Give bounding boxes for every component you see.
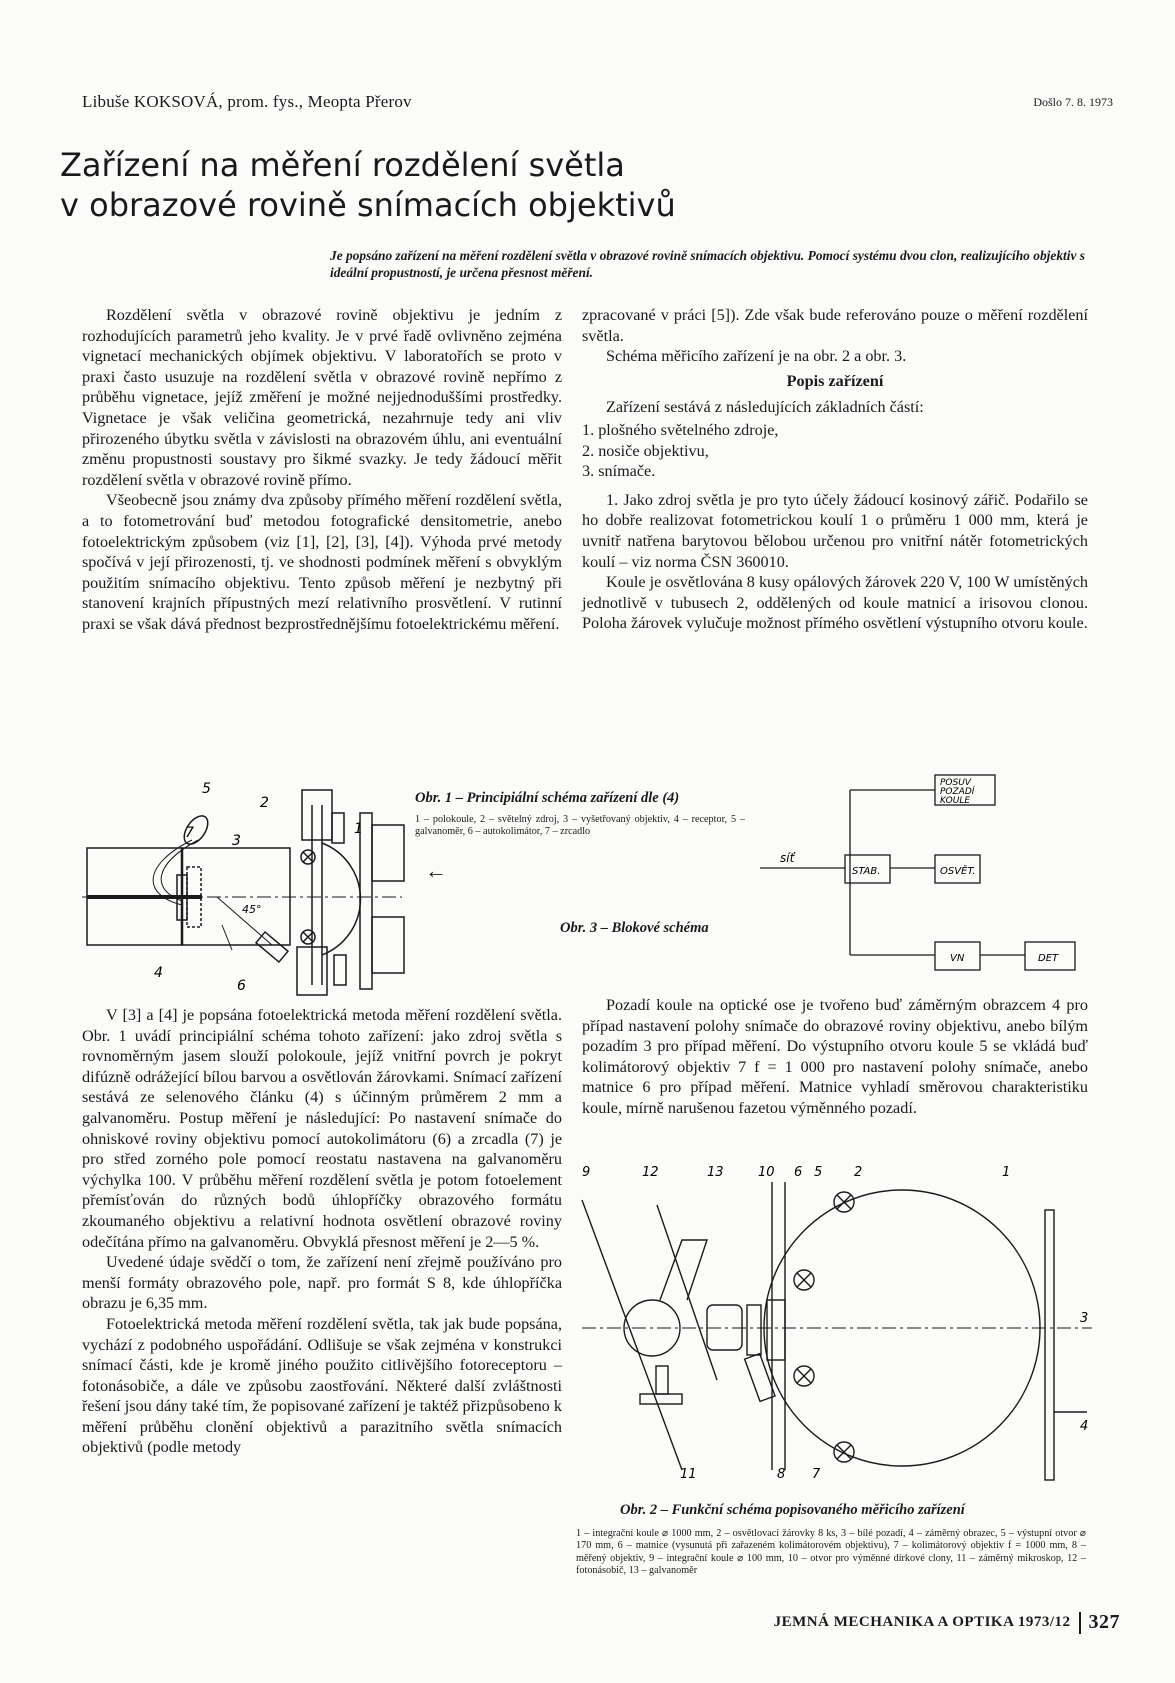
figure-label: 5	[202, 781, 211, 797]
figure-label: 12	[642, 1165, 659, 1180]
article-title	[60, 145, 960, 225]
block-label: VN	[950, 953, 965, 964]
figure-2-caption: Obr. 2 – Funkční schéma popisovaného měřicího zařízení	[620, 1502, 965, 1518]
block-label: síť	[780, 851, 795, 865]
left-column-top	[82, 305, 562, 635]
paragraph: Rozdělení světla v obrazové rovině objektivu je jedním z rozhodujících parametrů jeho kvality. Je v prvé řadě ovlivněno zejména vignetací mechanických objímek objektivu. V laboratořích se proto v praxi často usuzuje na rozdělení světla v obrazové rovině nepřímo z průběhu vignetace, jejíž změření je možné nejjednoduššími prostředky. Vignetace je však veličina geometrická, nezahrnuje tedy ani vliv přirozeného úbytku světla v závislosti na obrazovém úhlu, ani eventuální změnu propustnosti soustavy pro šikmé svazky. Je tedy žádoucí měřit rozdělení světla v obrazové rovině přímo.	[82, 306, 562, 489]
paragraph: Koule je osvětlována 8 kusy opálových žárovek 220 V, 100 W umístěných jednotlivě v tubusech 2, oddělených od koule matnicí a irisovou clonou. Poloha žárovek vylučuje možnost přímého osvětlení výstupního otvoru koule.	[582, 573, 1088, 633]
figure-label: 2	[854, 1165, 863, 1180]
figure-label: 3	[232, 833, 241, 849]
paragraph: Fotoelektrická metoda měření rozdělení světla, tak jak bude popsána, vychází z podobného uspořádání. Odlišuje se však zejména v konstrukci snímací části, kde je kromě jiného použito citlivějšího fotoreceptoru – fotonásobiče, a dále ve způsobu zaostřování. Některé další zvláštnosti řešení jsou dány také tím, že popisované zařízení je taktéž přizpůsobeno k měření průběhu clonění objektivů a parazitního světla snímacích objektivů (podle metody	[82, 1314, 562, 1457]
paragraph: zpracované v práci [5]). Zde však bude referováno pouze o měření rozdělení světla.	[582, 306, 1088, 345]
title-line-2: v obrazové rovině snímacích objektivů	[60, 186, 676, 224]
list-item: 3. snímače.	[582, 462, 656, 481]
figure-label: 6	[794, 1165, 803, 1180]
list-item: 2. nosiče objektivu,	[582, 441, 709, 460]
figure-label: 9	[582, 1165, 591, 1180]
figure-1-diagram	[82, 781, 412, 995]
block-label: OSVĚT.	[940, 866, 976, 877]
journal-name: JEMNÁ MECHANIKA A OPTIKA 1973/12	[773, 1613, 1071, 1630]
figure-label: 2	[260, 795, 269, 811]
figure-3-block-diagram	[760, 770, 1090, 980]
figure-3-caption: Obr. 3 – Blokové schéma	[560, 920, 709, 936]
paragraph: Uvedené údaje svědčí o tom, že zařízení není zřejmě používáno pro menší formáty obrazového pole, např. pro formát S 8, kde úhlopříčka obrazu je 6,35 mm.	[82, 1253, 562, 1313]
right-column-top	[582, 305, 1088, 634]
title-line-1: Zařízení na měření rozdělení světla	[60, 146, 625, 184]
block-label: POZADÍ	[940, 787, 975, 797]
paragraph: Všeobecně jsou známy dva způsoby přímého měření rozdělení světla, a to fotometrování buď metodou fotografické densitometrie, anebo fotoelektrickým způsobem (viz [1], [2], [3], [4]). Výhoda prvé metody spočívá v její přirozenosti, tj. ve shodnosti podmínek měření s obvyklým použitím snímacího objektivu. Tento způsob měření je nezbytný při stanovení krajních přípustných mezí relativního prosvětlení. V rutinní praxi se však dává přednost bezprostřednějšímu fotoelektrickému měření.	[82, 491, 562, 633]
figure-label: 4	[154, 965, 163, 981]
angle-label: 45°	[242, 903, 262, 916]
block-label: DET	[1038, 953, 1059, 964]
abstract: Je popsáno zařízení na měření rozdělení světla v obrazové rovině snímacích objektivu. Pomocí systému dvou clon, realizujícího objektiv s ideální propustností, je určena přesnost měření.	[330, 248, 1085, 280]
paragraph: Schéma měřicího zařízení je na obr. 2 a obr. 3.	[606, 347, 907, 366]
arrow-left-icon: ←	[425, 858, 447, 883]
section-heading: Popis zařízení	[786, 371, 884, 390]
figure-1-caption: Obr. 1 – Principiální schéma zařízení dle (4)	[415, 790, 680, 806]
block-label: KOULE	[940, 796, 971, 806]
left-column-bottom	[82, 1005, 562, 1458]
paragraph: V [3] a [4] je popsána fotoelektrická metoda měření rozdělení světla. Obr. 1 uvádí principiální schéma tohoto zařízení: jako zdroj světla s rovnoměrným jasem slouží polokoule, jejíž vnitřní povrch je pokryt difúzně odrážející bílou barvou a osvětlován žárovkami. Snímací zařízení sestává ze selenového článku (4) s účinným průměrem 2 mm a galvanoměru. Postup měření je následující: Po nastavení snímače do ohniskové roviny objektivu pomocí autokolimátoru (6) a zrcadla (7) je pro střed zorného pole pomocí reostatu nastavena na galvanoměru výchylka 100. V průběhu měření rozdělení světla je potom fotoelement přemísťován do různých bodů úhlopříčky obrazového formátu zkoumaného objektivu a relativní hodnota osvětlení obrazové roviny odečítána přímo na galvanoměru. Obvyklá přesnost měření je 2—5 %.	[82, 1006, 562, 1251]
figure-label: 6	[237, 978, 246, 994]
footer-divider	[1079, 1612, 1081, 1634]
figure-label: 13	[707, 1165, 724, 1180]
figure-label: 7	[185, 825, 194, 841]
page-number: 327	[1088, 1611, 1120, 1633]
list-item: 1. plošného světelného zdroje,	[582, 420, 779, 439]
figure-label: 7	[812, 1467, 821, 1482]
figure-label: 5	[814, 1165, 823, 1180]
paragraph: Zařízení sestává z následujících základních částí:	[606, 398, 924, 417]
figure-label: 1	[1002, 1165, 1011, 1180]
block-label: STAB.	[852, 866, 881, 877]
block-label: POSUV	[940, 778, 971, 788]
figure-label: 4	[1080, 1419, 1089, 1434]
figure-2-legend: 1 – integrační koule ⌀ 1000 mm, 2 – osvětlovací žárovky 8 ks, 3 – bílé pozadí, 4 – záměrný obrazec, 5 – výstupní otvor ⌀ 170 mm, 6 – matnice (vysunutá při zařazeném kolimátorovém objektivu), 7 – kolimátorový objektiv f = 1000 mm, 8 – měřený objektiv, 9 – integrační koule ⌀ 100 mm, 10 – otvor pro výměnné dírkové clony, 11 – záměrný mikroskop, 12 – fotonásobič, 13 – galvanoměr	[576, 1528, 1086, 1576]
paragraph: 1. Jako zdroj světla je pro tyto účely žádoucí kosinový zářič. Podařilo se ho dobře realizovat fotometrickou koulí 1 o průměru 1 000 mm, která je uvnitř natřena barytovou bělobou určenou pro vnitřní nátěr fotometrických koulí – viz norma ČSN 360010.	[582, 490, 1088, 571]
figure-label: 3	[1080, 1311, 1089, 1326]
figure-label: 11	[680, 1467, 697, 1482]
figure-2-diagram	[582, 1165, 1092, 1482]
figure-1-legend: 1 – polokoule, 2 – světelný zdroj, 3 – vyšetřovaný objektiv, 4 – receptor, 5 – galvanoměr, 6 – autokolimátor, 7 – zrcadlo	[415, 814, 745, 838]
figure-label: 1	[354, 821, 363, 837]
right-column-bottom	[582, 995, 1088, 1119]
author-line: Libuše KOKSOVÁ, prom. fys., Meopta Přerov	[82, 92, 412, 111]
figure-label: 8	[777, 1467, 786, 1482]
received-date: Došlo 7. 8. 1973	[1033, 95, 1113, 109]
parts-list	[582, 420, 1088, 482]
page-footer	[774, 1611, 1120, 1634]
figure-label: 10	[758, 1165, 775, 1180]
paragraph: Pozadí koule na optické ose je tvořeno buď záměrným obrazcem 4 pro případ nastavení polohy snímače do obrazové roviny objektivu, anebo bílým pozadím 3 pro případ měření. Do výstupního otvoru koule 5 se vkládá buď kolimátorový objektiv 7 f = 1 000 pro nastavení polohy snímače, anebo matnice 6 pro případ měření. Matnice vyhladí směrovou charakteristiku koule, mírně narušenou fazetou výměnného pozadí.	[582, 996, 1088, 1117]
